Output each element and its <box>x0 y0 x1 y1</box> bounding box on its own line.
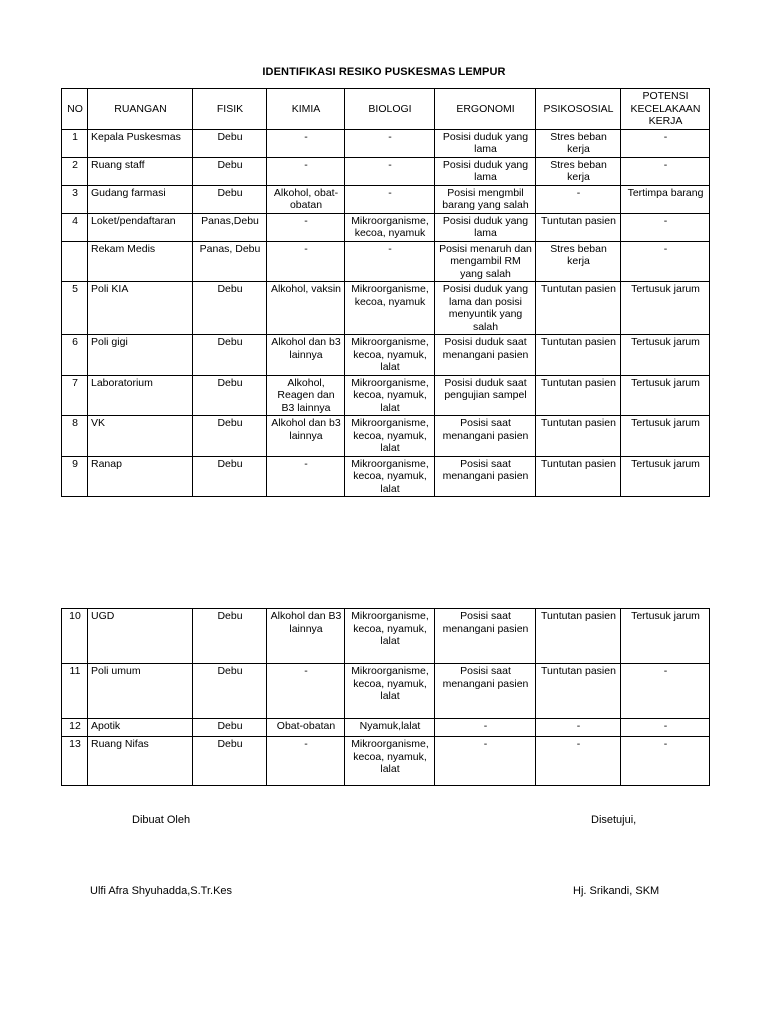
table-row <box>62 456 710 497</box>
cell-no: 6 <box>62 335 88 376</box>
cell-fisik: Debu <box>193 664 267 719</box>
cell-psikososial: Tuntutan pasien <box>536 664 621 719</box>
cell-psikososial: Stres beban kerja <box>536 157 621 185</box>
table-row <box>62 157 710 185</box>
cell-biologi: Mikroorganisme, kecoa, nyamuk, lalat <box>345 664 435 719</box>
cell-no: 9 <box>62 456 88 497</box>
cell-ergonomi: - <box>435 737 536 786</box>
cell-potensi-kecelakaan-kerja: Tertusuk jarum <box>621 456 710 497</box>
cell-ruangan: Ruang Nifas <box>88 737 193 786</box>
cell-biologi: Mikroorganisme, kecoa, nyamuk, lalat <box>345 737 435 786</box>
cell-fisik: Debu <box>193 282 267 335</box>
document-title: IDENTIFIKASI RESIKO PUSKESMAS LEMPUR <box>262 66 506 78</box>
cell-kimia: Alkohol dan B3 lainnya <box>267 609 345 664</box>
header-potensi-kecelakaan-kerja: POTENSI KECELAKAAN KERJA <box>621 89 710 130</box>
approved-by-label: Disetujui, <box>591 814 637 826</box>
table-row <box>62 416 710 457</box>
cell-psikososial: - <box>536 185 621 213</box>
cell-potensi-kecelakaan-kerja: Tertusuk jarum <box>621 375 710 416</box>
cell-psikososial: Tuntutan pasien <box>536 375 621 416</box>
cell-kimia: Alkohol dan b3 lainnya <box>267 416 345 457</box>
table-row <box>62 282 710 335</box>
cell-ergonomi: Posisi duduk yang lama <box>435 157 536 185</box>
cell-biologi: - <box>345 129 435 157</box>
prepared-by-label: Dibuat Oleh <box>132 814 191 826</box>
cell-ergonomi: Posisi saat menangani pasien <box>435 664 536 719</box>
cell-kimia: - <box>267 129 345 157</box>
cell-biologi: Mikroorganisme, kecoa, nyamuk, lalat <box>345 335 435 376</box>
cell-ruangan: Poli umum <box>88 664 193 719</box>
header-biologi: BIOLOGI <box>345 89 435 130</box>
header-ergonomi: ERGONOMI <box>435 89 536 130</box>
table-body <box>62 609 710 786</box>
table-row <box>62 664 710 719</box>
cell-no: 11 <box>62 664 88 719</box>
cell-biologi: - <box>345 157 435 185</box>
cell-ruangan: Poli KIA <box>88 282 193 335</box>
cell-potensi-kecelakaan-kerja: Tertusuk jarum <box>621 282 710 335</box>
cell-psikososial: Tuntutan pasien <box>536 213 621 241</box>
cell-fisik: Debu <box>193 719 267 737</box>
cell-kimia: - <box>267 456 345 497</box>
cell-ruangan: Ranap <box>88 456 193 497</box>
cell-ergonomi: Posisi saat menangani pasien <box>435 456 536 497</box>
table-row <box>62 129 710 157</box>
cell-potensi-kecelakaan-kerja: - <box>621 664 710 719</box>
table-row <box>62 335 710 376</box>
cell-ergonomi: Posisi saat menangani pasien <box>435 609 536 664</box>
cell-no <box>62 241 88 282</box>
cell-fisik: Debu <box>193 375 267 416</box>
table-row <box>62 213 710 241</box>
cell-fisik: Debu <box>193 129 267 157</box>
cell-biologi: Nyamuk,lalat <box>345 719 435 737</box>
cell-fisik: Debu <box>193 416 267 457</box>
header-kimia: KIMIA <box>267 89 345 130</box>
cell-psikososial: - <box>536 737 621 786</box>
cell-ergonomi: Posisi menaruh dan mengambil RM yang salah <box>435 241 536 282</box>
cell-no: 3 <box>62 185 88 213</box>
cell-potensi-kecelakaan-kerja: Tertusuk jarum <box>621 609 710 664</box>
cell-biologi: Mikroorganisme, kecoa, nyamuk, lalat <box>345 609 435 664</box>
cell-ergonomi: Posisi saat menangani pasien <box>435 416 536 457</box>
table-row <box>62 241 710 282</box>
cell-potensi-kecelakaan-kerja: - <box>621 241 710 282</box>
cell-no: 7 <box>62 375 88 416</box>
header-no: NO <box>62 89 88 130</box>
cell-psikososial: Stres beban kerja <box>536 129 621 157</box>
table-row <box>62 185 710 213</box>
table-body <box>62 129 710 497</box>
cell-no: 1 <box>62 129 88 157</box>
cell-kimia: Alkohol, vaksin <box>267 282 345 335</box>
cell-potensi-kecelakaan-kerja: Tertusuk jarum <box>621 416 710 457</box>
cell-kimia: - <box>267 213 345 241</box>
cell-ergonomi: Posisi duduk saat pengujian sampel <box>435 375 536 416</box>
cell-ergonomi: Posisi duduk yang lama dan posisi menyuntik yang salah <box>435 282 536 335</box>
header-psikososial: PSIKOSOSIAL <box>536 89 621 130</box>
cell-biologi: Mikroorganisme, kecoa, nyamuk, lalat <box>345 375 435 416</box>
cell-kimia: - <box>267 664 345 719</box>
cell-fisik: Debu <box>193 456 267 497</box>
cell-ruangan: Gudang farmasi <box>88 185 193 213</box>
cell-biologi: Mikroorganisme, kecoa, nyamuk, lalat <box>345 416 435 457</box>
cell-psikososial: Tuntutan pasien <box>536 335 621 376</box>
cell-no: 2 <box>62 157 88 185</box>
header-fisik: FISIK <box>193 89 267 130</box>
cell-ruangan: Loket/pendaftaran <box>88 213 193 241</box>
cell-ruangan: UGD <box>88 609 193 664</box>
cell-biologi: - <box>345 241 435 282</box>
cell-fisik: Debu <box>193 609 267 664</box>
cell-kimia: Alkohol dan b3 lainnya <box>267 335 345 376</box>
cell-potensi-kecelakaan-kerja: Tertimpa barang <box>621 185 710 213</box>
cell-no: 5 <box>62 282 88 335</box>
cell-potensi-kecelakaan-kerja: - <box>621 719 710 737</box>
cell-no: 10 <box>62 609 88 664</box>
prepared-by-name: Ulfi Afra Shyuhadda,S.Tr.Kes <box>90 885 233 897</box>
cell-kimia: Alkohol, Reagen dan B3 lainnya <box>267 375 345 416</box>
cell-potensi-kecelakaan-kerja: - <box>621 213 710 241</box>
cell-potensi-kecelakaan-kerja: - <box>621 129 710 157</box>
cell-biologi: Mikroorganisme, kecoa, nyamuk <box>345 282 435 335</box>
table-row <box>62 719 710 737</box>
cell-fisik: Debu <box>193 185 267 213</box>
cell-psikososial: Tuntutan pasien <box>536 609 621 664</box>
cell-psikososial: Tuntutan pasien <box>536 416 621 457</box>
cell-potensi-kecelakaan-kerja: - <box>621 157 710 185</box>
cell-no: 4 <box>62 213 88 241</box>
cell-psikososial: - <box>536 719 621 737</box>
cell-ergonomi: Posisi duduk saat menangani pasien <box>435 335 536 376</box>
cell-ruangan: Laboratorium <box>88 375 193 416</box>
cell-biologi: Mikroorganisme, kecoa, nyamuk <box>345 213 435 241</box>
cell-fisik: Debu <box>193 157 267 185</box>
table-row <box>62 375 710 416</box>
cell-ergonomi: Posisi mengmbil barang yang salah <box>435 185 536 213</box>
cell-kimia: - <box>267 241 345 282</box>
cell-ergonomi: - <box>435 719 536 737</box>
cell-kimia: - <box>267 737 345 786</box>
header-ruangan: RUANGAN <box>88 89 193 130</box>
cell-ergonomi: Posisi duduk yang lama <box>435 129 536 157</box>
cell-potensi-kecelakaan-kerja: - <box>621 737 710 786</box>
cell-ruangan: Apotik <box>88 719 193 737</box>
cell-ruangan: Ruang staff <box>88 157 193 185</box>
cell-no: 13 <box>62 737 88 786</box>
table-row <box>62 609 710 664</box>
cell-psikososial: Stres beban kerja <box>536 241 621 282</box>
cell-ruangan: Kepala Puskesmas <box>88 129 193 157</box>
cell-ergonomi: Posisi duduk yang lama <box>435 213 536 241</box>
cell-kimia: Alkohol, obat-obatan <box>267 185 345 213</box>
cell-no: 8 <box>62 416 88 457</box>
cell-no: 12 <box>62 719 88 737</box>
cell-ruangan: Rekam Medis <box>88 241 193 282</box>
cell-fisik: Debu <box>193 335 267 376</box>
cell-potensi-kecelakaan-kerja: Tertusuk jarum <box>621 335 710 376</box>
cell-kimia: - <box>267 157 345 185</box>
cell-psikososial: Tuntutan pasien <box>536 456 621 497</box>
cell-psikososial: Tuntutan pasien <box>536 282 621 335</box>
risk-table <box>61 88 710 497</box>
cell-fisik: Debu <box>193 737 267 786</box>
cell-fisik: Panas, Debu <box>193 241 267 282</box>
cell-ruangan: VK <box>88 416 193 457</box>
cell-kimia: Obat-obatan <box>267 719 345 737</box>
cell-fisik: Panas,Debu <box>193 213 267 241</box>
table-header-row <box>62 89 710 130</box>
cell-biologi: - <box>345 185 435 213</box>
approved-by-name: Hj. Srikandi, SKM <box>573 885 660 897</box>
risk-table-continued <box>61 608 710 786</box>
cell-biologi: Mikroorganisme, kecoa, nyamuk, lalat <box>345 456 435 497</box>
cell-ruangan: Poli gigi <box>88 335 193 376</box>
table-row <box>62 737 710 786</box>
